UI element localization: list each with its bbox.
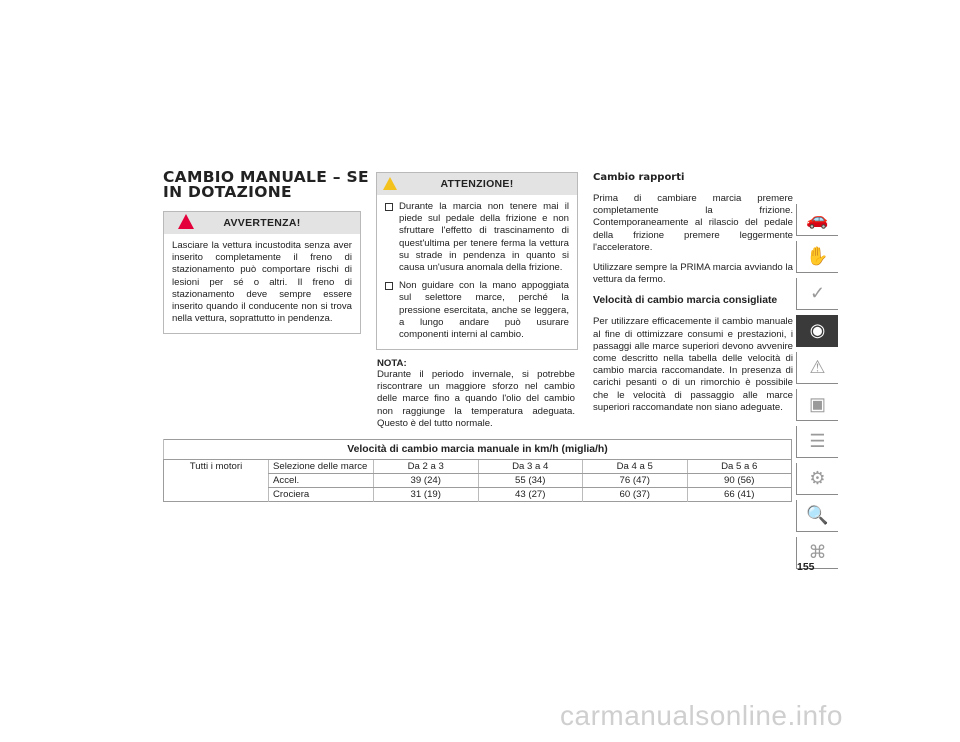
paragraph-2: Utilizzare sempre la PRIMA marcia avviando la vettura da fermo. xyxy=(593,262,793,286)
table-header-cell: Da 5 a 6 xyxy=(687,460,792,474)
wrench-list-icon[interactable]: ☰ xyxy=(796,426,838,458)
magnifier-icon[interactable]: 🔍 xyxy=(796,500,838,532)
table-header-cell: Da 2 a 3 xyxy=(374,460,479,474)
table-cell: 55 (34) xyxy=(478,474,583,488)
warning-box xyxy=(163,211,361,334)
section-title: CAMBIO MANUALE – SE IN DOTAZIONE xyxy=(163,168,369,201)
car-light-icon[interactable]: ✋ xyxy=(796,241,838,273)
gear-settings-icon[interactable]: ⚙ xyxy=(796,463,838,495)
table-cell: Accel. xyxy=(269,474,374,488)
car-key-icon[interactable]: ✓ xyxy=(796,278,838,310)
caution-item-text: Non guidare con la mano appoggiata sul selettore marce, perché la pressione esercitata, anche se leggera, a lungo andare può usurare componenti interni al cambio. xyxy=(399,280,569,341)
heading-velocita: Velocità di cambio marcia consigliate xyxy=(593,295,778,307)
caution-box xyxy=(376,172,578,350)
table-cell: 43 (27) xyxy=(478,488,583,502)
table-cell: Crociera xyxy=(269,488,374,502)
warning-header xyxy=(164,212,360,234)
right-column xyxy=(593,172,793,414)
paragraph-1: Prima di cambiare marcia premere completamente la frizione. Contemporaneamente al rilascio del pedale della frizione premere leggermente l'acceleratore. xyxy=(593,193,793,253)
watermark: carmanualsonline.info xyxy=(560,700,843,731)
bullet-square-icon xyxy=(385,203,393,211)
note-label: NOTA: xyxy=(377,358,407,369)
caution-header xyxy=(377,173,577,195)
chapter-tabs xyxy=(796,204,840,574)
caution-item xyxy=(385,280,569,341)
table-cell: 31 (19) xyxy=(374,488,479,502)
caution-label: ATTENZIONE! xyxy=(440,178,514,190)
heading-cambio-rapporti: Cambio rapporti xyxy=(593,172,685,183)
car-dashboard-icon[interactable]: ▣ xyxy=(796,389,838,421)
car-info-icon[interactable]: 🚗 xyxy=(796,204,838,236)
table-cell: 60 (37) xyxy=(583,488,688,502)
table-title: Velocità di cambio marcia manuale in km/h (miglia/h) xyxy=(164,440,792,460)
table-cell: 76 (47) xyxy=(583,474,688,488)
table-header-cell: Da 3 a 4 xyxy=(478,460,583,474)
note xyxy=(377,358,575,430)
caution-item xyxy=(385,201,569,274)
table-cell: 66 (41) xyxy=(687,488,792,502)
table-cell: 39 (24) xyxy=(374,474,479,488)
caution-body xyxy=(377,195,577,349)
gear-shift-table xyxy=(163,439,792,502)
table-cell: 90 (56) xyxy=(687,474,792,488)
table-row xyxy=(164,460,792,474)
note-text: Durante il periodo invernale, si potrebbe riscontrare un maggiore sforzo nel cambio delle marce fino a quando l'olio del cambio non raggiunge la temperatura adeguata. Questo è del tutto normale. xyxy=(377,369,575,429)
bullet-square-icon xyxy=(385,282,393,290)
paragraph-3: Per utilizzare efficacemente il cambio manuale al fine di ottimizzare consumi e prestazioni, i passaggi alle marce superiori devono avvenire come descritto nella tabella delle velocità di cambio marcia raccomandate. In presenza di carichi pesanti o di un rimorchio è possibile che le velocità di passaggio alle marce superiori raccomandate non siano adeguate. xyxy=(593,316,793,413)
warning-text: Lasciare la vettura incustodita senza aver inserito completamente il freno di stazionamento può comportare rischi di lesioni per sé o altri. Il freno di stazionamento deve sempre essere inserito quando il conducente non si trova nella vettura, soprattutto in pendenza. xyxy=(172,240,352,325)
warning-label: AVVERTENZA! xyxy=(223,217,301,229)
table-header-cell: Da 4 a 5 xyxy=(583,460,688,474)
language-icon[interactable]: ⌘ xyxy=(796,537,838,569)
engine-cell: Tutti i motori xyxy=(189,461,243,472)
table-header-cell: Selezione delle marce xyxy=(269,460,374,474)
caution-item-text: Durante la marcia non tenere mai il piede sul pedale della frizione e non sfruttare l'effetto di trascinamento di quest'ultima per tenere ferma la vettura su strade in pendenza in quanto si causa un'usura anomala della frizione. xyxy=(399,201,569,274)
page-number: 155 xyxy=(797,561,815,573)
steering-wheel-icon[interactable]: ◉ xyxy=(796,315,838,347)
car-crash-icon[interactable]: ⚠ xyxy=(796,352,838,384)
